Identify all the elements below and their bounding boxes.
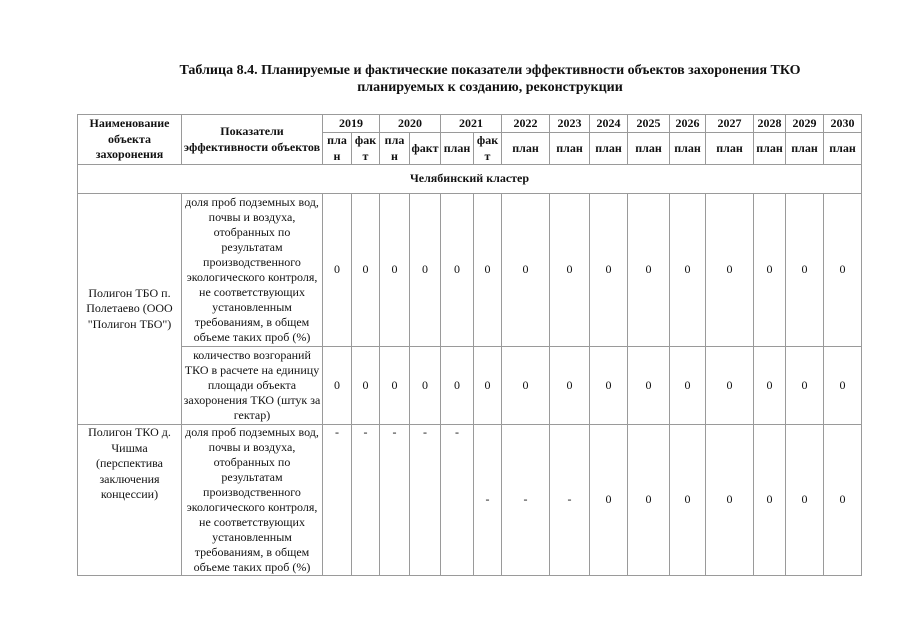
header-sub: фак т: [474, 133, 502, 165]
value-cell: 0: [628, 194, 670, 347]
value-cell: 0: [786, 347, 824, 425]
value-cell: -: [323, 425, 352, 576]
value-cell: 0: [352, 194, 380, 347]
header-year: 2026: [670, 115, 706, 133]
indicator-sample-share: доля проб подземных вод, почвы и воздуха, отобранных по результатам производственного экологического контроля, не соответствующих установленным требованиям, в общем объеме таких проб (%): [182, 425, 323, 576]
value-cell: 0: [670, 347, 706, 425]
value-cell: 0: [706, 425, 754, 576]
value-cell: 0: [590, 194, 628, 347]
object-name: Полигон ТБО п. Полетаево (ООО "Полигон ТБО"): [78, 194, 182, 425]
value-cell: -: [352, 425, 380, 576]
header-sub: план: [590, 133, 628, 165]
value-cell: -: [441, 425, 474, 576]
value-cell: 0: [706, 347, 754, 425]
cluster-row: [78, 165, 862, 194]
table-caption: [140, 62, 840, 96]
indicator-sample-share: доля проб подземных вод, почвы и воздуха, отобранных по результатам производственного экологического контроля, не соответствующих установленным требованиям, в общем объеме таких проб (%): [182, 194, 323, 347]
value-cell: 0: [628, 425, 670, 576]
efficiency-table: [77, 114, 862, 576]
caption-line-1: Таблица 8.4. Планируемые и фактические показатели эффективности объектов захоронения ТКО: [179, 63, 801, 78]
header-sub: пла н: [380, 133, 410, 165]
value-cell: 0: [754, 347, 786, 425]
table-row: [78, 347, 862, 425]
value-cell: 0: [474, 347, 502, 425]
header-sub: план: [786, 133, 824, 165]
value-cell: 0: [824, 425, 862, 576]
header-sub: план: [628, 133, 670, 165]
value-cell: 0: [380, 347, 410, 425]
value-cell: 0: [410, 194, 441, 347]
value-cell: 0: [352, 347, 380, 425]
header-sub: план: [706, 133, 754, 165]
value-cell: 0: [550, 194, 590, 347]
indicator-fire-count: количество возгораний ТКО в расчете на единицу площади объекта захоронения ТКО (штук за гектар): [182, 347, 323, 425]
header-year: 2025: [628, 115, 670, 133]
value-cell: 0: [323, 347, 352, 425]
header-year: 2024: [590, 115, 628, 133]
value-cell: 0: [474, 194, 502, 347]
value-cell: 0: [628, 347, 670, 425]
value-cell: 0: [502, 347, 550, 425]
header-year: 2028: [754, 115, 786, 133]
header-year: 2019: [323, 115, 380, 133]
header-year: 2022: [502, 115, 550, 133]
header-year: 2021: [441, 115, 502, 133]
value-cell: 0: [550, 347, 590, 425]
caption-line-2: планируемых к созданию, реконструкции: [357, 80, 623, 95]
value-cell: 0: [670, 194, 706, 347]
header-sub: факт: [410, 133, 441, 165]
value-cell: 0: [786, 194, 824, 347]
value-cell: 0: [824, 194, 862, 347]
value-cell: 0: [590, 425, 628, 576]
value-cell: 0: [754, 194, 786, 347]
header-sub: план: [824, 133, 862, 165]
value-cell: 0: [754, 425, 786, 576]
header-indicators: Показатели эффективности объектов: [182, 115, 323, 165]
header-sub: план: [502, 133, 550, 165]
value-cell: 0: [502, 194, 550, 347]
header-year: 2030: [824, 115, 862, 133]
object-name: Полигон ТКО д. Чишма (перспектива заключения концессии): [78, 425, 182, 576]
header-sub: план: [670, 133, 706, 165]
value-cell: 0: [410, 347, 441, 425]
value-cell: -: [502, 425, 550, 576]
header-year: 2029: [786, 115, 824, 133]
value-cell: 0: [323, 194, 352, 347]
header-year: 2027: [706, 115, 754, 133]
value-cell: -: [380, 425, 410, 576]
table-row: [78, 425, 862, 576]
value-cell: -: [550, 425, 590, 576]
value-cell: 0: [380, 194, 410, 347]
header-year: 2020: [380, 115, 441, 133]
value-cell: -: [474, 425, 502, 576]
value-cell: 0: [786, 425, 824, 576]
header-year: 2023: [550, 115, 590, 133]
header-sub: план: [754, 133, 786, 165]
value-cell: 0: [824, 347, 862, 425]
header-sub: фак т: [352, 133, 380, 165]
value-cell: 0: [590, 347, 628, 425]
table-row: [78, 194, 862, 347]
header-row-years: [78, 115, 862, 133]
header-object-name: Наименование объекта захоронения: [78, 115, 182, 165]
value-cell: 0: [706, 194, 754, 347]
cluster-label: Челябинский кластер: [78, 165, 862, 194]
value-cell: 0: [670, 425, 706, 576]
header-sub: пла н: [323, 133, 352, 165]
header-sub: план: [550, 133, 590, 165]
header-sub: план: [441, 133, 474, 165]
value-cell: 0: [441, 347, 474, 425]
value-cell: -: [410, 425, 441, 576]
value-cell: 0: [441, 194, 474, 347]
